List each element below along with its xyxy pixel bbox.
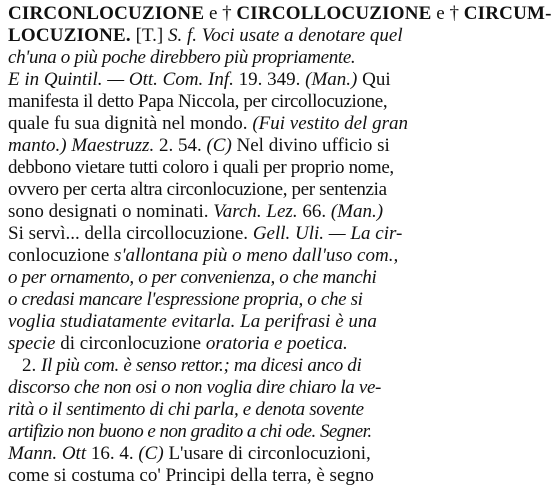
sense-definition: discorso che non osi o non voglia dire chiaro la ve- [8,377,381,398]
entry-line [8,223,468,245]
citation-marker: (C) [138,443,164,464]
entry-line [8,267,468,289]
citation-source: Varch. Lez. [213,201,298,222]
quotation-text: Nel divino ufficio si [231,135,390,156]
citation-numbers: 2. 54. [154,135,207,156]
text-run: e † [204,3,237,24]
entry-line [8,421,468,443]
citation-source: E in Quintil. — Ott. Com. Inf. [8,69,234,90]
text-run: [T.] [130,25,168,46]
definition-text: ch'una o più poche direbbero più propriamente. [8,47,356,68]
entry-line [8,201,468,223]
entry-line [8,47,468,69]
entry-line [8,113,468,135]
dictionary-entry-page [8,0,552,486]
entry-line [8,289,468,311]
text-run: e † [431,3,464,24]
citation-source: Mann. Ott [8,443,87,464]
entry-line [8,245,468,267]
entry-line [8,443,468,465]
entry-line [8,91,468,113]
headword-variant: CIRCUM- [463,3,552,24]
text-run: Qui [357,69,391,90]
entry-line [8,3,552,25]
sense-definition: Il più com. è senso rettor.; ma dicesi anco di [41,355,362,376]
quotation-text: come si costuma co' Principi della terra, è segno [8,465,374,486]
sense-number: 2. [22,355,41,376]
entry-line [8,355,468,377]
headword-variant: CIRCOLLOCUZIONE [236,3,432,24]
entry-line [8,311,468,333]
entry-line [8,25,468,47]
quotation-italic: specie [8,333,56,354]
sense-definition: artifizio non buono e non gradito a chi ode. Segner. [8,421,372,442]
definition-text: S. f. Voci usate a denotare quel [168,25,403,46]
entry-line [8,399,468,421]
sense-definition: rità o il sentimento di chi parla, e denota sovente [8,399,364,420]
quotation-text: L'usare di circonlocuzioni, [163,443,371,464]
citation-numbers: 16. 4. [86,443,139,464]
citation-source: manto.) Maestruzz. [8,135,155,156]
entry-line [8,377,468,399]
quotation-italic: oratoria e poetica. [205,333,348,354]
citation-marker: (C) [206,135,232,156]
entry-line [8,333,468,355]
quotation-text: debbono vietare tutti coloro i quali per proprio nome, [8,157,394,178]
quotation-text: Si servì... della circollocuzione. [8,223,253,244]
quotation-text: ovvero per certa altra circonlocuzione, per sentenzia [8,179,387,200]
citation-marker: (Man.) [330,201,384,222]
entry-line [8,465,468,487]
headword-variant: LOCUZIONE. [8,25,131,46]
quotation-italic: o per ornamento, o per convenienza, o che manchi [8,267,377,288]
entry-line [8,157,468,179]
quotation-italic: (Fui vestito del gran [252,113,408,134]
quotation-text: quale fu sua dignità nel mondo. [8,113,253,134]
entry-line [8,69,468,91]
entry-line [8,135,468,157]
citation-numbers: 66. [297,201,331,222]
quotation-text: conlocuzione [8,245,115,266]
quotation-text: di circonlocuzione [55,333,206,354]
headword: CIRCONLOCUZIONE [8,3,205,24]
entry-line [8,179,468,201]
quotation-italic: o credasi mancare l'espressione propria, o che si [8,289,363,310]
citation-numbers: 19. 349. [233,69,306,90]
quotation-text: sono designati o nominati. [8,201,214,222]
quotation-italic: voglia studiatamente evitarla. La perifrasi è una [8,311,377,332]
citation-source: Gell. Uli. — La cir- [252,223,403,244]
quotation-text: manifesta il detto Papa Niccola, per circollocuzione, [8,91,388,112]
citation-marker: (Man.) [305,69,358,90]
quotation-italic: s'allontana più o meno dall'uso com., [114,245,399,266]
